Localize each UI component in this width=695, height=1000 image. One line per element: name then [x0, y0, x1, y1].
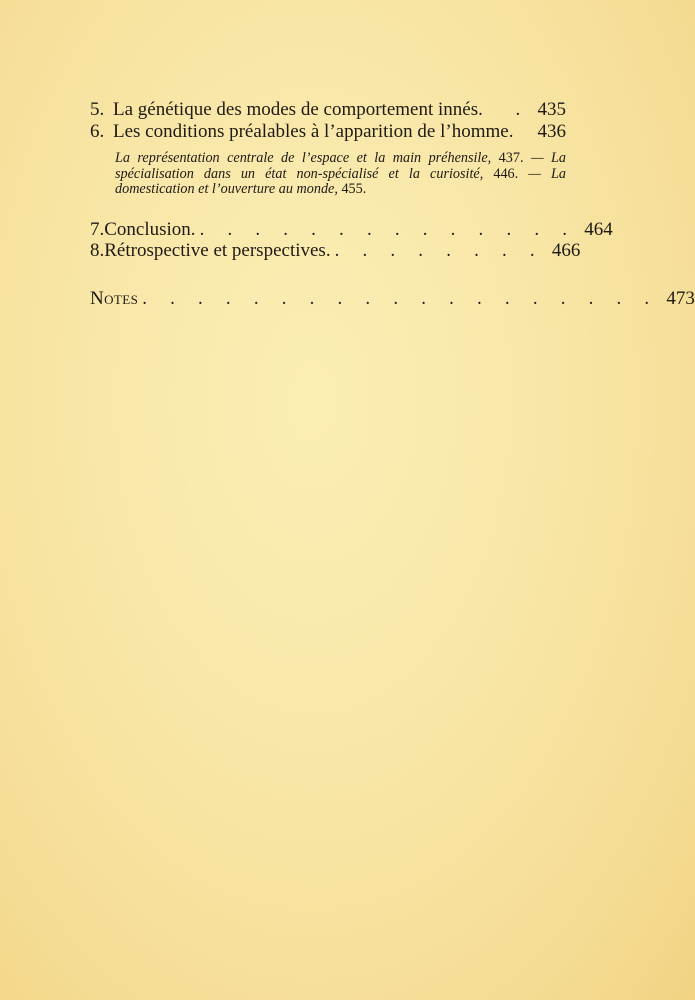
toc-notes-entry [90, 288, 695, 310]
notes-label: Notes [90, 288, 139, 309]
toc-leader-dots: . . . . . . . . . . . . . . [199, 219, 577, 240]
toc-entry-number: 6. [90, 121, 105, 142]
toc-entry-title: La génétique des modes de comportement innés. [113, 99, 483, 120]
toc-entry-title: Les conditions préalables à l’apparition de l’homme. [113, 121, 514, 142]
toc-entry-page: 435 [537, 99, 566, 120]
toc-leader-dots: . . . . . . . . . . . . . . . . . . . [142, 288, 659, 309]
subentry-text: — La spécialisation dans un état non-spécialisé et la [115, 150, 566, 182]
toc-entry-6 [90, 121, 566, 143]
toc-entry-title: Conclusion. [104, 219, 196, 240]
subentry-text: — La domestication et l’ouverture au monde, [115, 165, 566, 197]
toc-entry-title: Rétrospective et perspectives. [104, 240, 331, 261]
toc-leader-dots: . [515, 99, 530, 120]
toc-entry-page: 466 [551, 240, 581, 261]
toc-entry-page: 464 [584, 219, 613, 240]
subentry-page: 446. [493, 165, 519, 182]
subentry-text: La représentation centrale de l’espace et la main préhensile, [115, 150, 492, 166]
subentry-page: 437. [498, 150, 524, 166]
toc-entry-number: 7. [90, 219, 105, 240]
toc-leader-dots: . . . . . . . . [334, 240, 544, 261]
toc-entry-7 [90, 219, 613, 241]
toc-entry-8 [90, 240, 581, 262]
toc-entry-5 [90, 99, 566, 121]
notes-page: 473 [666, 288, 695, 309]
toc-entry-page: 436 [537, 121, 566, 142]
subentry-page: 455. [341, 181, 367, 197]
subentry-text: curiosité, [430, 165, 484, 182]
toc-subentries [115, 151, 566, 198]
toc-entry-number: 8. [90, 240, 105, 261]
toc-entry-number: 5. [90, 99, 105, 120]
